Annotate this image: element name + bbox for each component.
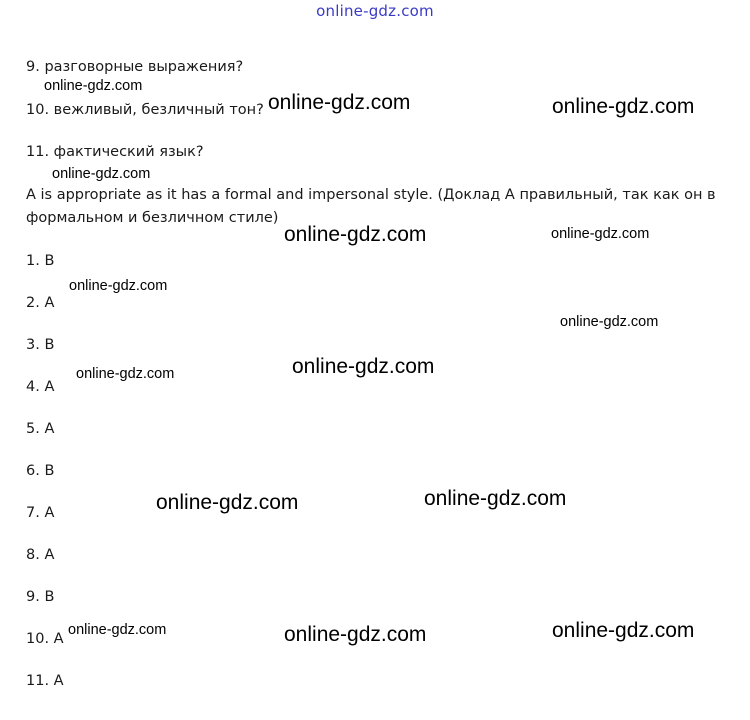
question-item: 11. фактический язык? [26, 144, 204, 160]
site-header-link[interactable]: online-gdz.com [316, 2, 434, 20]
watermark-text: online-gdz.com [76, 366, 175, 382]
answer-item: 6. B [26, 463, 55, 479]
answer-item: 10. A [26, 631, 64, 647]
watermark-text: online-gdz.com [552, 619, 695, 642]
answer-item: 1. B [26, 253, 55, 269]
watermark-text: online-gdz.com [68, 622, 167, 638]
answer-item: 9. B [26, 589, 55, 605]
watermark-text: online-gdz.com [424, 487, 567, 510]
watermark-text: online-gdz.com [292, 355, 435, 378]
question-item: 9. разговорные выражения? [26, 59, 244, 75]
watermark-text: online-gdz.com [69, 278, 168, 294]
question-item: 10. вежливый, безличный тон? [26, 102, 264, 118]
watermark-text: online-gdz.com [44, 78, 143, 94]
watermark-text: online-gdz.com [560, 314, 659, 330]
watermark-text: online-gdz.com [284, 623, 427, 646]
answer-item: 7. A [26, 505, 55, 521]
answer-item: 8. A [26, 547, 55, 563]
watermark-text: online-gdz.com [552, 95, 695, 118]
answer-item: 4. A [26, 379, 55, 395]
answer-item: 11. A [26, 673, 64, 689]
watermark-text: online-gdz.com [268, 91, 411, 114]
watermark-text: online-gdz.com [551, 226, 650, 242]
watermark-text: online-gdz.com [156, 491, 299, 514]
answer-item: 2. A [26, 295, 55, 311]
watermark-text: online-gdz.com [52, 166, 151, 182]
answer-item: 5. A [26, 421, 55, 437]
answer-item: 3. B [26, 337, 55, 353]
explanation-paragraph: A is appropriate as it has a formal and impersonal style. (Доклад А правильный, так как он в формальном и безличном стиле) [26, 187, 716, 226]
watermark-text: online-gdz.com [284, 223, 427, 246]
